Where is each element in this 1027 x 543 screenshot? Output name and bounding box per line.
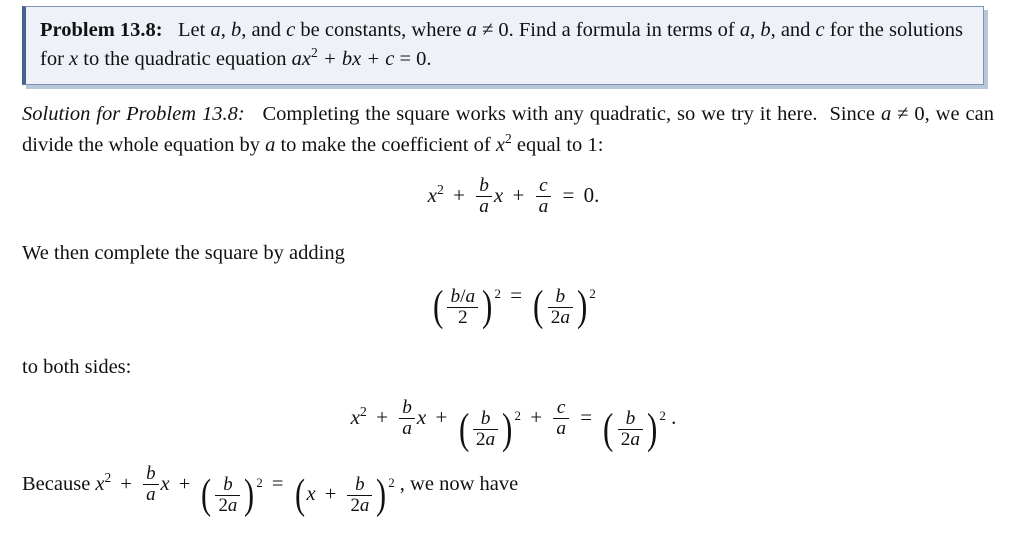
solution-heading: Solution for Problem 13.8: — [22, 103, 245, 125]
equation-3-expression: $x^2$ + $\frac{b}{a}$ x + ( $\frac{b}{2a}$ ) 2 + $\frac{c}{a}$ = ( $\frac{b}{2a}$ ) 2 . — [350, 397, 677, 453]
equation-1 — [0, 176, 1027, 218]
problem-statement: Let a, b, and c be constants, where a ≠ 0. Find a formula in terms of a, b, and c for the solutions for x to the quadratic equation $ax^2$ + bx + c = 0. — [40, 19, 964, 71]
because-expression: $x^2$ + $\frac{b}{a}$ x + ( $\frac{b}{2a}$ ) 2 = (x + $\frac{b}{2a}$ ) 2 — [95, 463, 395, 518]
solution-paragraph — [22, 100, 994, 160]
symbol-x: x — [69, 48, 79, 71]
because-suffix: , we now have — [399, 473, 519, 495]
problem-label: Problem 13.8: — [40, 19, 163, 41]
equation-3 — [0, 398, 1027, 451]
expr-quadratic: $ax^2$ + bx + c — [291, 45, 395, 71]
symbol-a: a — [210, 19, 221, 41]
symbol-a2: a — [466, 19, 477, 41]
equation-2-expression: ( $\frac{b/a}{2}$ ) 2 = ( $\frac{b}{2a}$ ) 2 — [433, 283, 596, 331]
paragraph-because — [22, 464, 518, 516]
paragraph-complete-square: We then complete the square by adding — [22, 242, 345, 264]
paragraph-both-sides: to both sides: — [22, 356, 132, 378]
symbol-b2: b — [760, 19, 771, 41]
symbol-c: c — [286, 19, 296, 41]
problem-callout-box — [22, 6, 984, 85]
symbol-b: b — [230, 19, 242, 41]
equation-1-expression: $x^2$ + $\frac{b}{a}$ x + $\frac{c}{a}$ = 0. — [427, 175, 600, 218]
solution-intro-text: Completing the square works with any quadratic, so we try it here. Since a ≠ 0, we can divide the whole equation by a to make the coefficient of $x^2$ equal to 1: — [22, 103, 994, 156]
equation-2 — [0, 283, 1027, 331]
symbol-a3: a — [739, 19, 751, 41]
because-prefix: Because — [22, 473, 91, 495]
symbol-c2: c — [815, 19, 825, 41]
